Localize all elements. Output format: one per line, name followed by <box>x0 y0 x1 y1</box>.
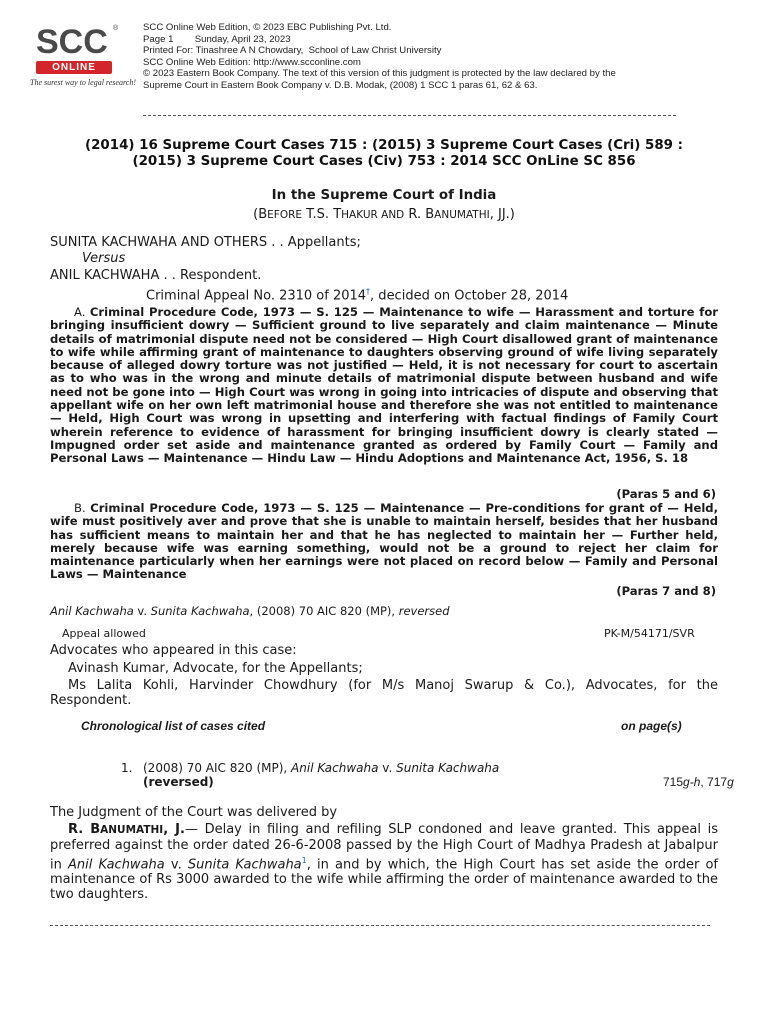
headnote-b-text: Criminal Procedure Code, 1973 — S. 125 — Maintenance — Pre-conditions for grant of — Held, wife must positively aver and prove that she is unable to maintain herself, besides that her husband has sufficient means to maintain her and that he has neglected to maintain her — Further held, merely because wife was earning something, would not be a ground to reject her claim for maintenance particularly when her earnings were not placed on record below — Family and Personal Laws — Maintenance <box>50 501 719 582</box>
case-history <box>50 604 450 618</box>
footnote-link[interactable]: 1 <box>301 856 307 865</box>
versus: Versus <box>82 251 126 266</box>
page-ref: g-h <box>683 775 701 789</box>
print-metadata <box>143 22 643 92</box>
bench <box>0 207 768 222</box>
headnote-b <box>50 502 718 582</box>
judge-name: ANUMATHI <box>100 824 164 836</box>
cited-case-versus: v. <box>378 761 397 775</box>
history-party-1: Anil Kachwaha <box>50 604 134 618</box>
headnote-a-text: Criminal Procedure Code, 1973 — S. 125 — Maintenance to wife — Harassment and torture for bringing insufficient dowry — Sufficient ground to live separately and claim maintenance — Minute details of matrimonial dispute need not be considered — High Court disallowed grant of maintenance to wife while affirming grant of maintenance to daughters observing ground of wife living separately because of alleged dowry torture was not justified — Held, it is not necessary for court to ascertain as to who was in the wrong and minute details of matrimonial dispute between husband and wife need not be gone into — High Court was wrong in going into intricacies of dispute and observing that appellant wife on her own left matrimonial house and therefore she was not entitled to maintenance — Held, High Court was wrong in upsetting and interfering with factual findings of Family Court wherein reference to evidence of harassment for bringing insufficient dowry is clearly stated — Impugned order set aside and maintenance granted as ordered by Family Court — Family and Personal Laws — Maintenance — Hindu Law — Hindu Adoptions and Maintenance Act, 1956, S. 18 <box>50 305 718 466</box>
judge-name: R. B <box>68 822 101 837</box>
appeal-number <box>146 287 568 303</box>
bench-part: , JJ.) <box>489 207 515 222</box>
headnote-label: A. <box>74 305 90 319</box>
page-ref: g <box>727 775 734 789</box>
cited-case-number: 1. <box>121 761 133 775</box>
cited-case-party-2: Sunita Kachwaha <box>396 761 500 775</box>
headnote-a <box>50 306 718 466</box>
judgment-paragraph-1 <box>50 822 718 902</box>
bench-part: EFORE <box>267 209 303 221</box>
advocates-appellants: Avinash Kumar, Advocate, for the Appellants; <box>68 661 363 676</box>
court-name: In the Supreme Court of India <box>271 188 497 203</box>
headnote-label: B. <box>74 501 91 515</box>
cited-case-note: (reversed) <box>143 775 214 789</box>
appellants: SUNITA KACHWAHA AND OTHERS . . Appellants; <box>50 235 361 250</box>
page-header <box>0 0 768 120</box>
judgment-case-party-1: Anil Kachwaha <box>68 857 165 873</box>
appeal-footnote-link[interactable]: † <box>366 287 371 296</box>
page-ref: , 717 <box>700 775 728 789</box>
judgment-text: , in and by which, the High Court has set aside the order of maintenance of Rs 3000 awarded to the wife while affirming the order of maintenance awarded to the two daughters. <box>50 857 718 903</box>
history-versus: v. <box>133 604 151 618</box>
case-citation <box>0 138 768 170</box>
respondent: ANIL KACHWAHA . . Respondent. <box>50 268 262 283</box>
printed-for-line: Printed For: Tinashree A N Chowdary, School of Law Christ University <box>143 45 442 57</box>
page-line: Page 1 Sunday, April 23, 2023 <box>143 33 291 45</box>
logo-brand: SCC <box>36 23 108 61</box>
appeal-result: Appeal allowed <box>62 627 146 640</box>
logo-registered-mark: ® <box>113 25 119 32</box>
logo-online-badge: ONLINE <box>36 61 112 74</box>
appeal-prefix: Criminal Appeal No. 2310 of 2014 <box>146 288 367 304</box>
bench-part: ANUMATHI <box>434 209 490 221</box>
cited-case-party-1: Anil Kachwaha <box>291 761 379 775</box>
judgment-case-party-2: Sunita Kachwaha <box>187 857 302 873</box>
judgment-case-versus: v. <box>164 857 188 873</box>
bench-part: R. B <box>404 207 435 222</box>
judgment-text: — Delay in filing and refiling SLP condoned and leave granted. This appeal is preferred against the order dated 26-6-2008 passed by the High Court of Madhya Pradesh at Jabalpur in <box>50 822 719 873</box>
reference-code: PK-M/54171/SVR <box>604 627 695 640</box>
citation-line-1: (2014) 16 Supreme Court Cases 715 : (2015) 3 Supreme Court Cases (Cri) 589 : <box>85 138 683 153</box>
cases-cited-page-column: on page(s) <box>621 719 682 733</box>
judgment-delivered-by: The Judgment of the Court was delivered by <box>50 805 338 820</box>
history-party-2: Sunita Kachwaha <box>150 604 250 618</box>
history-citation: , (2008) 70 AIC 820 (MP), <box>249 604 399 618</box>
history-result: reversed <box>398 604 450 618</box>
logo-tagline: The surest way to legal research! <box>30 78 136 87</box>
appeal-suffix: , decided on October 28, 2014 <box>370 288 569 304</box>
bench-part: HAKUR AND <box>341 209 405 221</box>
copyright-notice: © 2023 Eastern Book Company. The text of this version of this judgment is protected by the law declared by the Supreme Court in Eastern Book Company v. D.B. Modak, (2008) 1 SCC 1 paras 61, 62 & 63. <box>143 68 616 91</box>
bench-part: T.S. T <box>302 207 342 222</box>
header-divider <box>143 115 676 116</box>
citation-line-2: (2015) 3 Supreme Court Cases (Civ) 753 : 2014 SCC OnLine SC 856 <box>132 154 636 169</box>
cited-case <box>143 761 499 775</box>
cases-cited-title: Chronological list of cases cited <box>81 719 266 733</box>
scc-online-logo <box>30 23 136 95</box>
headnote-a-paras: (Paras 5 and 6) <box>616 487 716 501</box>
page-ref: 715 <box>663 775 684 789</box>
advocates-respondent: Ms Lalita Kohli, Harvinder Chowdhury (for M/s Manoj Swarup & Co.), Advocates, for the Respondent. <box>50 678 718 708</box>
cited-case-pages <box>663 775 734 789</box>
headnote-b-paras: (Paras 7 and 8) <box>616 584 716 598</box>
judge-name: , J. <box>163 822 185 837</box>
edition-line: SCC Online Web Edition, © 2023 EBC Publishing Pvt. Ltd. <box>143 22 392 33</box>
cited-case-citation: (2008) 70 AIC 820 (MP), <box>143 761 292 775</box>
footer-divider <box>50 925 710 926</box>
bench-part: (B <box>253 207 268 222</box>
web-edition-line: SCC Online Web Edition: http://www.scconline.com <box>143 56 361 68</box>
advocates-heading: Advocates who appeared in this case: <box>50 643 297 658</box>
